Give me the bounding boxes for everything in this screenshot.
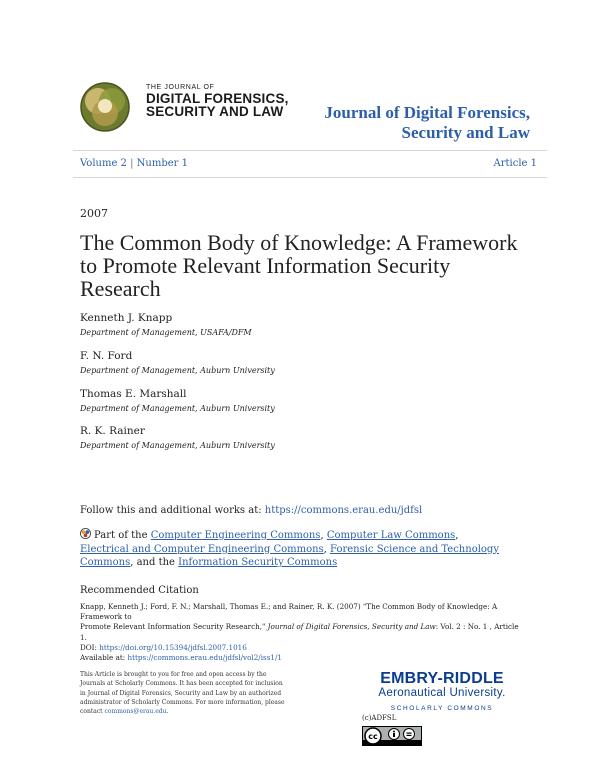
comma-separator: ,: [320, 530, 324, 541]
citation-line-2: [80, 622, 520, 642]
article-title: The Common Body of Knowledge: A Framework to Promote Relevant Information Security Research: [80, 230, 518, 301]
svg-text:cc: cc: [368, 732, 378, 741]
publication-year: 2007: [80, 207, 108, 220]
journal-logo-icon: [80, 82, 130, 132]
journal-title-line-2: Security and Law: [401, 123, 530, 142]
header-divider-top: [73, 150, 547, 151]
logo-line-2: SECURITY AND LAW: [146, 104, 284, 119]
logo-small-text: THE JOURNAL OF: [146, 84, 215, 91]
network-share-icon: [80, 528, 91, 539]
volume-issue: [80, 158, 188, 169]
article-link[interactable]: Article 1: [493, 158, 537, 169]
erau-scholarly-commons-logo[interactable]: [362, 670, 522, 712]
copyright-text: (c)ADFSL: [362, 714, 397, 722]
follow-prefix: Follow this and additional works at:: [80, 505, 262, 516]
journal-title-line-1: Journal of Digital Forensics,: [324, 103, 530, 122]
footnote-text: This Article is brought to you for free and open access by the Journals at Scholarly Commons. It has been accepted for inclusion in Journal of Digital Forensics, Security and Law by an authorized administrator of Scholarly Commons. For more information, please contact: [80, 671, 285, 716]
subject-link-computer-law[interactable]: Computer Law Commons: [326, 530, 456, 541]
and-the-text: , and the: [130, 557, 175, 568]
subject-link-computer-engineering[interactable]: Computer Engineering Commons: [150, 530, 321, 541]
subject-link-information-security[interactable]: Information Security Commons: [178, 557, 338, 568]
citation-doi: [80, 643, 520, 653]
access-footnote: [80, 670, 290, 716]
author-affiliation: Department of Management, Auburn University: [80, 404, 275, 413]
citation-volume: : Vol. 2 : No. 1 , Article 1.: [80, 622, 519, 642]
comma-separator: ,: [323, 543, 327, 555]
subject-link-forensic-science[interactable]: Forensic Science and Technology Commons: [80, 543, 499, 568]
citation-text: [80, 602, 520, 663]
volume-separator: |: [130, 158, 134, 169]
citation-title-part: Promote Relevant Information Security Research,": [80, 622, 266, 632]
contact-email-link[interactable]: commons@erau.edu: [104, 708, 167, 716]
comma-separator: ,: [455, 530, 459, 541]
erau-subtitle: Aeronautical University.: [378, 687, 506, 699]
author-name: R. K. Rainer: [80, 425, 145, 437]
subject-link-electrical-computer-engineering[interactable]: Electrical and Computer Engineering Commons: [80, 543, 324, 555]
doi-label: DOI:: [80, 642, 97, 652]
logo-line-1: DIGITAL FORENSICS,: [146, 91, 289, 106]
author-affiliation: Department of Management, USAFA/DFM: [80, 328, 252, 337]
part-of-prefix: Part of the: [94, 530, 148, 541]
citation-journal: Journal of Digital Forensics, Security and Law: [267, 622, 436, 632]
part-of-section: [80, 528, 500, 570]
author-affiliation: Department of Management, Auburn University: [80, 441, 275, 450]
recommended-citation-heading: Recommended Citation: [80, 585, 199, 596]
scholarly-commons-text: SCHOLARLY COMMONS: [390, 705, 494, 712]
header-divider-bottom: [73, 177, 547, 178]
erau-name: EMBRY-RIDDLE: [380, 670, 504, 687]
author-name: Thomas E. Marshall: [80, 388, 187, 400]
available-label: Available at:: [80, 653, 126, 663]
author-affiliation: Department of Management, Auburn University: [80, 366, 275, 375]
volume-link[interactable]: Volume 2: [80, 158, 127, 169]
author-name: F. N. Ford: [80, 350, 133, 362]
author-name: Kenneth J. Knapp: [80, 312, 173, 324]
journal-title-link[interactable]: [324, 103, 530, 143]
creative-commons-license-icon[interactable]: [362, 726, 422, 746]
available-link[interactable]: https://commons.erau.edu/jdfsl/vol2/iss1/1: [127, 653, 282, 663]
follow-line: [80, 505, 422, 516]
issue-link[interactable]: Number 1: [136, 158, 188, 169]
citation-available: [80, 653, 520, 663]
citation-line-1: Knapp, Kenneth J.; Ford, F. N.; Marshall, Thomas E.; and Rainer, R. K. (2007) "The Common Body of Knowledge: A Framework to: [80, 602, 498, 622]
doi-link[interactable]: https://doi.org/10.15394/jdfsl.2007.1016: [99, 642, 247, 652]
footnote-end: .: [166, 708, 169, 716]
journal-logo-text: [146, 84, 289, 118]
follow-link[interactable]: https://commons.erau.edu/jdfsl: [264, 505, 423, 516]
